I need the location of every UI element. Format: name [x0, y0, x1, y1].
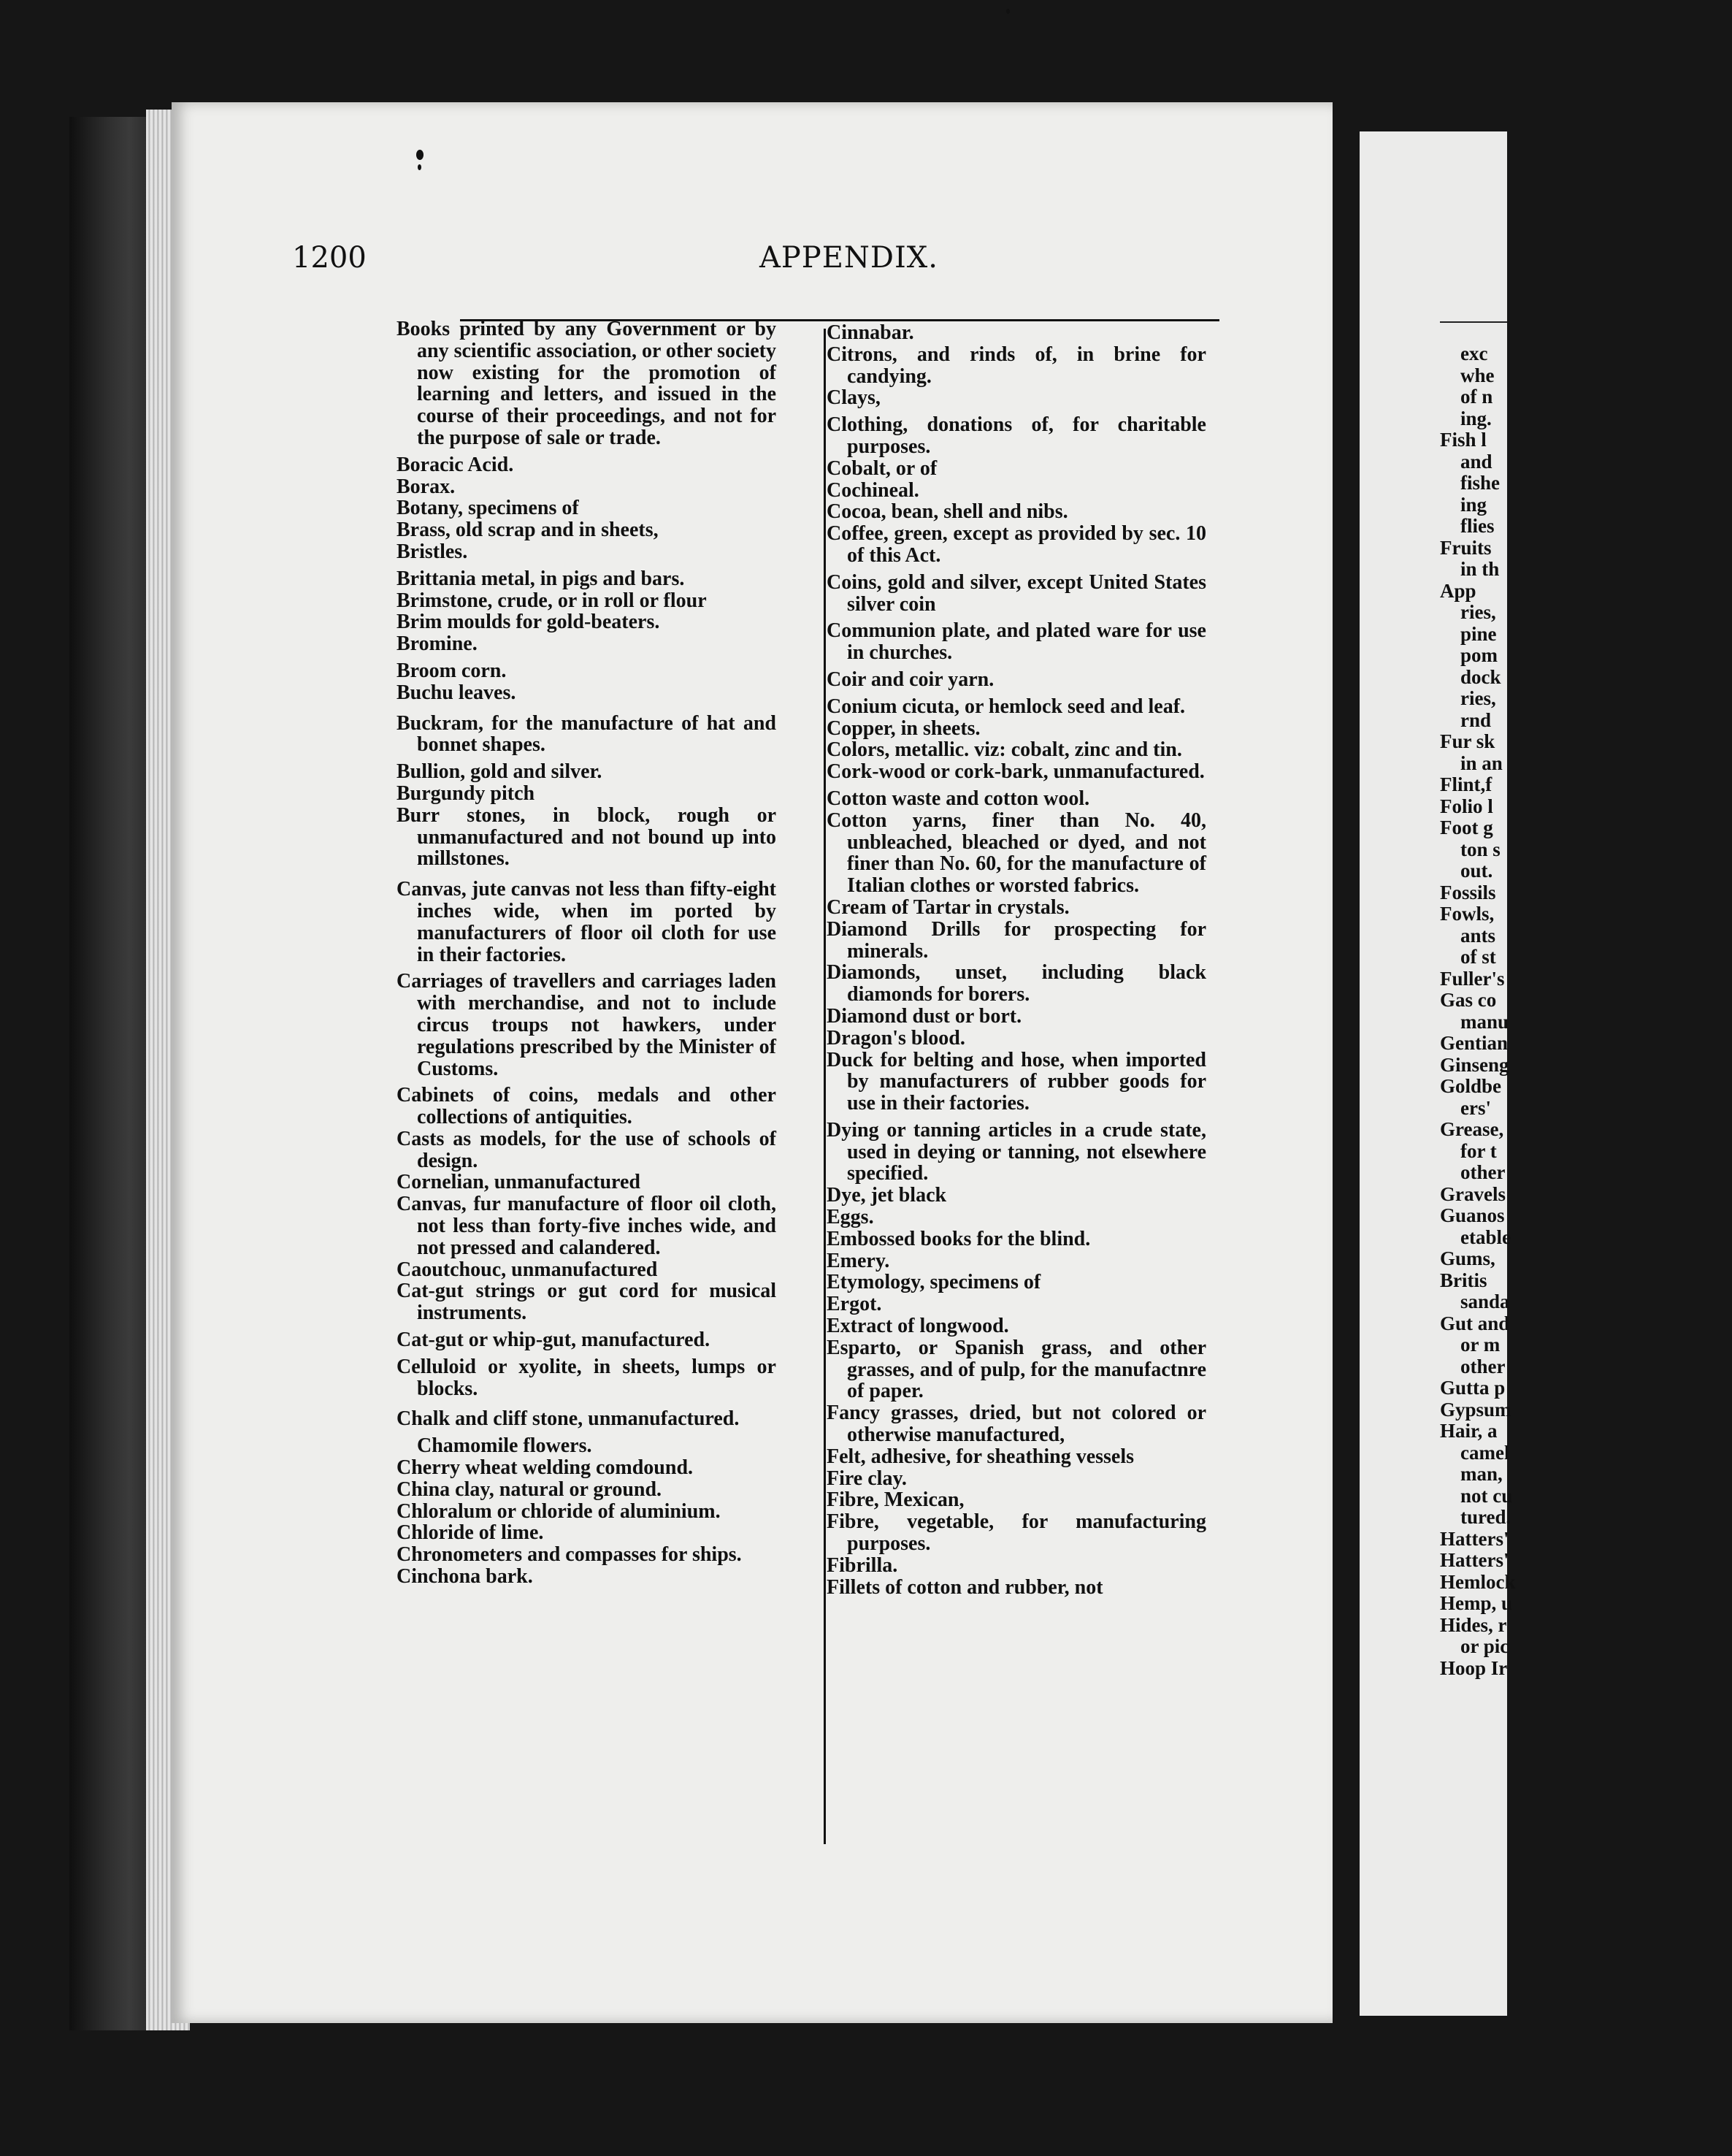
list-item: Chamomile flowers.: [417, 1434, 592, 1458]
next-page-fragment: camel: [1460, 1441, 1510, 1464]
list-item: China clay, natural or ground.: [396, 1478, 662, 1501]
list-item: Cinnabar.: [827, 321, 914, 344]
list-item: Cinchona bark.: [396, 1565, 533, 1589]
next-page-fragment: Fur sk: [1440, 730, 1495, 752]
next-page-column: [1440, 343, 1732, 1679]
next-page-fragment: Gut and: [1440, 1312, 1510, 1334]
next-page-fragment: App: [1440, 579, 1476, 602]
list-item: Bullion, gold and silver.: [396, 760, 602, 784]
list-item: Cochineal.: [827, 478, 919, 502]
list-item: Broom corn.: [396, 659, 507, 682]
list-item: Conium cicuta, or hemlock seed and leaf.: [827, 695, 1186, 718]
next-page-fragment: fishe: [1460, 472, 1500, 494]
list-item: Coins, gold and silver, except United States silver coin: [827, 570, 1206, 616]
page-header: [0, 241, 1507, 285]
list-item: Cabinets of coins, medals and other collections of antiquities.: [396, 1084, 776, 1129]
list-item: Embossed books for the blind.: [827, 1227, 1091, 1250]
list-item: Buchu leaves.: [396, 681, 516, 704]
list-item: Chloride of lime.: [396, 1521, 544, 1545]
next-page-fragment: in th: [1460, 558, 1500, 580]
list-item: Coir and coir yarn.: [827, 668, 995, 691]
list-item: Burgundy pitch: [396, 781, 535, 805]
list-item: Casts as models, for the use of schools of design.: [396, 1127, 776, 1172]
list-item: Ergot.: [827, 1293, 882, 1316]
list-item: Fibre, Mexican,: [827, 1488, 965, 1512]
list-item: Dying or tanning articles in a crude state, used in deying or tanning, not elsewhere specified.: [827, 1118, 1206, 1185]
next-page-rule: [1440, 321, 1507, 323]
list-item: Citrons, and rinds of, in brine for candying.: [827, 343, 1206, 388]
list-item: Eggs.: [827, 1206, 874, 1229]
list-item: Bromine.: [396, 632, 478, 656]
next-page-fragment: not cu: [1460, 1484, 1513, 1507]
list-item: Etymology, specimens of: [827, 1271, 1041, 1294]
list-item: Buckram, for the manufacture of hat and bonnet shapes.: [396, 711, 776, 757]
list-item: Chloralum or chloride of aluminium.: [396, 1499, 721, 1523]
list-item: Extract of longwood.: [827, 1315, 1009, 1338]
next-page-fragment: of n: [1460, 386, 1493, 408]
column-divider: [824, 329, 826, 1844]
next-page-fragment: ries,: [1460, 687, 1496, 709]
next-page-fragment: Flint,f: [1440, 773, 1492, 795]
list-item: Chronometers and compasses for ships.: [396, 1543, 742, 1567]
list-item: Boracic Acid.: [396, 453, 514, 476]
list-item: Cherry wheat welding comdound.: [396, 1456, 694, 1480]
list-item: Dye, jet black: [827, 1184, 947, 1207]
list-item: Esparto, or Spanish grass, and other grasses, and of pulp, for the manufactnre of paper.: [827, 1336, 1206, 1403]
next-page-fragment: out.: [1460, 860, 1493, 882]
list-item: Burr stones, in block, rough or unmanufactured and not bound up into millstones.: [396, 803, 776, 871]
next-page-fragment: Fossils: [1440, 881, 1496, 903]
next-page-fragment: tured.: [1460, 1506, 1511, 1528]
next-page-fragment: ants: [1460, 924, 1496, 947]
next-page-fragment: Ginseng: [1440, 1053, 1509, 1076]
next-page-fragment: exc: [1460, 343, 1488, 364]
list-item: Fibre, vegetable, for manufacturing purposes.: [827, 1510, 1206, 1556]
next-page-fragment: Hoop Ir: [1440, 1656, 1508, 1679]
next-page-fragment: Gypsum: [1440, 1398, 1511, 1421]
next-page-fragment: other: [1460, 1161, 1506, 1183]
next-page-fragment: Grease,: [1440, 1118, 1504, 1140]
list-item: Brim moulds for gold-beaters.: [396, 611, 660, 634]
next-page-fragment: other: [1460, 1355, 1506, 1377]
next-page-fragment: Foot g: [1440, 817, 1493, 838]
list-item: Fancy grasses, dried, but not colored or otherwise manufactured,: [827, 1402, 1206, 1447]
list-item: Clothing, donations of, for charitable purposes.: [827, 413, 1206, 458]
list-item: Fire clay.: [827, 1467, 907, 1490]
next-page-fragment: pine: [1460, 622, 1497, 645]
next-page-fragment: Gentian: [1440, 1032, 1509, 1054]
list-item: Celluloid or xyolite, in sheets, lumps or blocks.: [396, 1355, 776, 1400]
list-item: Dragon's blood.: [827, 1026, 965, 1050]
next-page-fragment: Hemlock: [1440, 1570, 1516, 1593]
next-page-fragment: or pic: [1460, 1635, 1509, 1657]
next-page-fragment: Fowls,: [1440, 903, 1495, 925]
list-item: Copper, in sheets.: [827, 716, 981, 740]
next-page-fragment: in an: [1460, 752, 1503, 774]
list-item: Brass, old scrap and in sheets,: [396, 519, 659, 542]
next-page-fragment: ers': [1460, 1096, 1491, 1119]
next-page-fragment: Britis: [1440, 1269, 1487, 1291]
next-page-fragment: etable: [1460, 1226, 1511, 1248]
list-item: Diamond dust or bort.: [827, 1004, 1022, 1028]
next-page-fragment: of st: [1460, 946, 1496, 968]
list-item: Cream of Tartar in crystals.: [827, 895, 1070, 919]
right-column: [827, 322, 1206, 1598]
list-item: Communion plate, and plated ware for use in churches.: [827, 619, 1206, 665]
next-page-fragment: Folio l: [1440, 795, 1493, 817]
next-page-fragment: Hatters': [1440, 1527, 1509, 1550]
list-item: Cotton yarns, finer than No. 40, unbleached, bleached or dyed, and not finer than No. 60, for the manufacture of Italian clothes or worsted fabrics.: [827, 808, 1206, 898]
list-item: Bristles.: [396, 540, 468, 563]
list-item: Cornelian, unmanufactured: [396, 1171, 640, 1194]
list-item: Emery.: [827, 1249, 890, 1272]
next-page-fragment: Fish l: [1440, 429, 1487, 451]
list-item: Fibrilla.: [827, 1553, 898, 1577]
next-page-fragment: manu: [1460, 1010, 1509, 1033]
next-page-fragment: or m: [1460, 1334, 1501, 1356]
list-item: Chalk and cliff stone, unmanufactured.: [396, 1407, 740, 1431]
next-page-fragment: Gas co: [1440, 989, 1497, 1011]
next-page-fragment: Hemp, u: [1440, 1592, 1513, 1614]
next-page-fragment: Gutta p: [1440, 1377, 1506, 1399]
next-page-fragment: rnd: [1460, 708, 1492, 731]
list-item: Felt, adhesive, for sheathing vessels: [827, 1445, 1135, 1468]
list-item: Clays,: [827, 386, 881, 410]
list-item: Fillets of cotton and rubber, not: [827, 1575, 1103, 1599]
next-page-fragment: Gums,: [1440, 1247, 1495, 1269]
list-item: Caoutchouc, unmanufactured: [396, 1258, 658, 1281]
list-item: Borax.: [396, 475, 456, 498]
book-page-right: [1360, 131, 1516, 2016]
list-item: Brimstone, crude, or in roll or flour: [396, 589, 707, 612]
next-page-fragment: ing.: [1460, 407, 1492, 429]
next-page-fragment: Hair, a: [1440, 1420, 1498, 1442]
list-item: Cocoa, bean, shell and nibs.: [827, 500, 1068, 524]
next-page-fragment: Guanos: [1440, 1204, 1505, 1226]
left-column: [396, 318, 776, 1588]
next-page-fragment: sanda: [1460, 1291, 1510, 1312]
list-item: Brittania metal, in pigs and bars.: [396, 567, 685, 590]
next-page-fragment: Fruits: [1440, 536, 1492, 559]
list-item: Books printed by any Government or by any scientific association, or other society now existing for the promotion of learning and letters, and issued in the course of their proceedings, and not for the purpose of sale or trade.: [396, 318, 777, 449]
list-item: Canvas, jute canvas not less than fifty-eight inches wide, when im ported by manufacturers of floor oil cloth for use in their factories.: [396, 878, 776, 966]
list-item: Colors, metallic. viz: cobalt, zinc and tin.: [827, 738, 1182, 762]
list-item: Carriages of travellers and carriages laden with merchandise, and not to include circus troups not hawkers, under regulations prescribed by the Minister of Customs.: [396, 970, 776, 1080]
next-page-fragment: and: [1460, 450, 1492, 473]
next-page-fragment: Goldbe: [1440, 1075, 1502, 1097]
list-item: Diamond Drills for prospecting for minerals.: [827, 917, 1206, 963]
list-item: Cat-gut or whip-gut, manufactured.: [396, 1329, 710, 1352]
next-page-fragment: man,: [1460, 1463, 1503, 1485]
list-item: Botany, specimens of: [396, 497, 579, 520]
list-item: Duck for belting and hose, when imported by manufacturers of rubber goods for use in their factories.: [827, 1048, 1206, 1115]
list-item: Cotton waste and cotton wool.: [827, 787, 1090, 810]
page-title: APPENDIX.: [759, 241, 938, 275]
next-page-fragment: Hides, r: [1440, 1613, 1507, 1636]
list-item: Coffee, green, except as provided by sec. 10 of this Act.: [827, 522, 1206, 567]
next-page-fragment: whe: [1460, 364, 1495, 386]
list-item: Cork-wood or cork-bark, unmanufactured.: [827, 760, 1205, 784]
next-page-fragment: ries,: [1460, 601, 1496, 623]
next-page-fragment: Fuller's: [1440, 967, 1505, 990]
list-item: Cobalt, or of: [827, 456, 938, 480]
next-page-fragment: pom: [1460, 644, 1498, 666]
next-page-fragment: dock: [1460, 665, 1501, 688]
next-page-fragment: flies: [1460, 515, 1495, 537]
list-item: Cat-gut strings or gut cord for musical instruments.: [396, 1280, 776, 1325]
next-page-fragment: Gravels: [1440, 1182, 1506, 1205]
list-item: Diamonds, unset, including black diamonds for borers.: [827, 961, 1206, 1006]
next-page-fragment: Hatters': [1440, 1549, 1509, 1571]
next-page-fragment: ton s: [1460, 838, 1501, 860]
list-item: Canvas, fur manufacture of floor oil cloth, not less than forty-five inches wide, and not pressed and calandered.: [396, 1193, 776, 1259]
page-number: 1200: [292, 241, 367, 275]
next-page-fragment: ing: [1460, 493, 1487, 516]
next-page-fragment: for t: [1460, 1139, 1497, 1162]
